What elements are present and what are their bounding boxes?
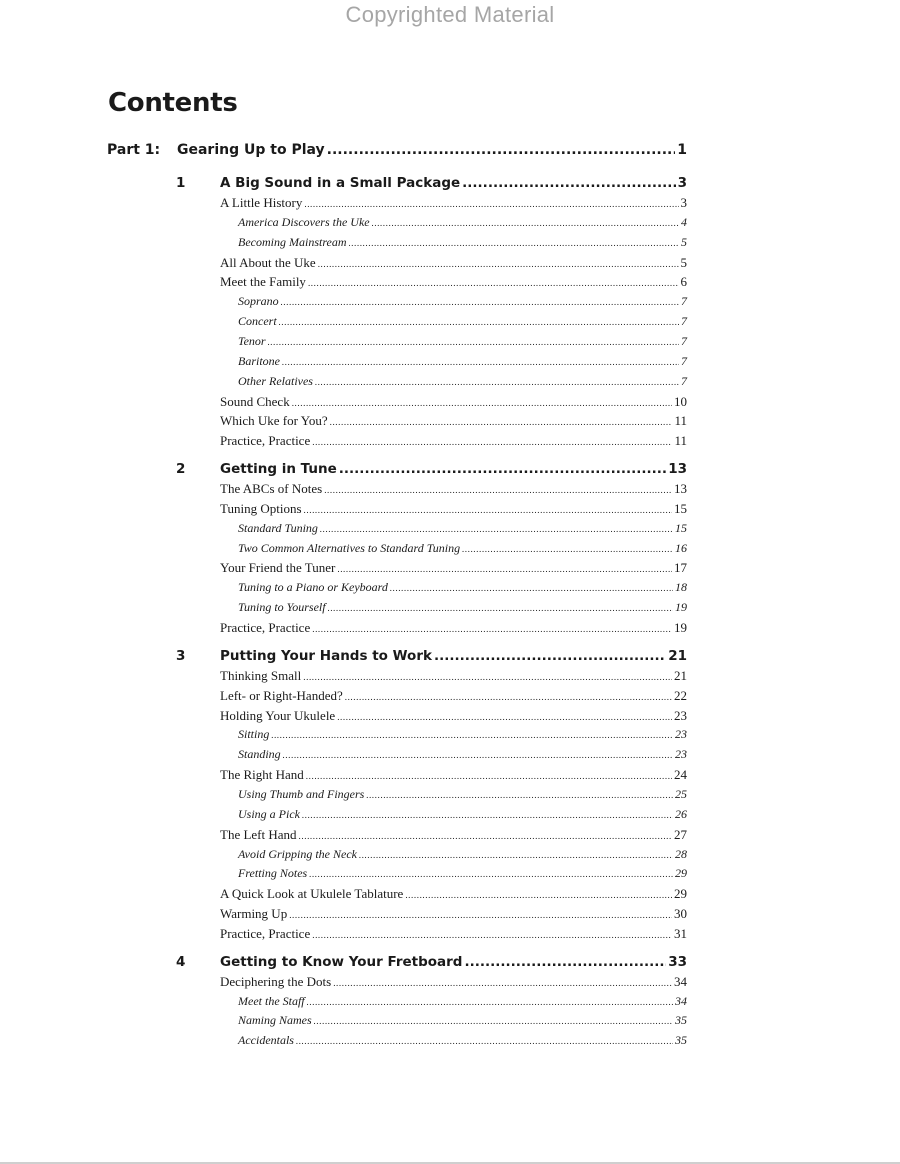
- entry-title: Using Thumb and Fingers: [238, 786, 365, 801]
- entry-page: 11: [674, 413, 687, 429]
- toc-subsection-row[interactable]: [238, 235, 687, 255]
- leader-dots: [315, 377, 679, 387]
- leader-dots: [304, 199, 678, 209]
- entry-page: 17: [674, 560, 687, 576]
- entry-title: Tuning Options: [220, 500, 302, 516]
- entry-page: 15: [674, 500, 687, 516]
- entry-page: 33: [668, 953, 687, 970]
- toc-subsection-row[interactable]: [238, 1033, 687, 1053]
- toc-section-row[interactable]: [220, 481, 687, 501]
- toc-section-row[interactable]: [220, 974, 687, 994]
- chapter-number: 4: [176, 953, 186, 970]
- entry-title: The Left Hand: [220, 826, 297, 842]
- leader-dots: [282, 357, 679, 367]
- toc-section-row[interactable]: [220, 394, 687, 414]
- leader-dots: [299, 831, 672, 841]
- entry-page: 11: [674, 433, 687, 449]
- leader-dots: [339, 461, 666, 477]
- toc-section-row[interactable]: [220, 668, 687, 688]
- leader-dots: [372, 218, 679, 228]
- entry-title: Practice, Practice: [220, 620, 311, 635]
- entry-title: The ABCs of Notes: [220, 481, 323, 497]
- entry-page: 25: [675, 786, 687, 801]
- entry-page: 18: [675, 580, 687, 595]
- entry-page: 34: [675, 993, 687, 1008]
- toc-section-row[interactable]: [220, 827, 687, 847]
- toc-subsection-row[interactable]: [238, 215, 687, 235]
- toc-subsection-row[interactable]: [238, 580, 687, 600]
- entry-page: 7: [681, 314, 687, 329]
- entry-title: Sitting: [238, 727, 270, 742]
- page-title: Contents: [108, 88, 238, 118]
- chapter-number: 2: [176, 461, 186, 478]
- leader-dots: [359, 850, 673, 860]
- toc-section-row[interactable]: [220, 926, 687, 946]
- toc-subsection-row[interactable]: [238, 727, 687, 747]
- toc-subsection-row[interactable]: [238, 807, 687, 827]
- toc-section-row[interactable]: [220, 906, 687, 926]
- toc-subsection-row[interactable]: [238, 747, 687, 767]
- leader-dots: [314, 1016, 673, 1026]
- entry-page: 7: [681, 373, 687, 388]
- leader-dots: [283, 750, 673, 760]
- entry-title: Meet the Family: [220, 274, 306, 290]
- leader-dots: [307, 997, 673, 1007]
- entry-title: Concert: [238, 314, 277, 329]
- entry-title: Getting in Tune: [220, 461, 337, 478]
- entry-page: 21: [674, 667, 687, 683]
- entry-title: A Quick Look at Ukulele Tablature: [220, 886, 404, 902]
- leader-dots: [349, 238, 679, 248]
- entry-page: 34: [674, 973, 687, 989]
- leader-dots: [462, 544, 673, 554]
- entry-page: 29: [675, 866, 687, 881]
- toc-subsection-row[interactable]: [238, 294, 687, 314]
- leader-dots: [337, 564, 672, 574]
- toc-chapter-row[interactable]: [176, 647, 687, 668]
- entry-title: Sound Check: [220, 393, 290, 409]
- entry-title: Fretting Notes: [238, 866, 308, 881]
- toc-chapter-row[interactable]: [176, 175, 687, 195]
- leader-dots: [337, 712, 672, 722]
- leader-dots: [304, 505, 672, 515]
- entry-title: Holding Your Ukulele: [220, 707, 336, 723]
- leader-dots: [289, 910, 672, 920]
- leader-dots: [308, 278, 679, 288]
- entry-page: 35: [675, 1033, 687, 1048]
- toc-subsection-row[interactable]: [238, 1013, 687, 1033]
- entry-page: 3: [677, 175, 687, 191]
- leader-dots: [309, 869, 673, 879]
- leader-dots: [462, 175, 675, 191]
- entry-title: Two Common Alternatives to Standard Tuning: [238, 540, 461, 555]
- entry-page: 15: [675, 520, 687, 535]
- leader-dots: [345, 692, 672, 702]
- entry-page: 35: [675, 1013, 687, 1028]
- leader-dots: [303, 672, 672, 682]
- toc-chapter-row[interactable]: [176, 953, 687, 974]
- entry-title: Practice, Practice: [220, 925, 311, 941]
- entry-title: America Discovers the Uke: [238, 214, 370, 229]
- entry-title: Your Friend the Tuner: [220, 560, 336, 576]
- entry-page: 23: [675, 747, 687, 762]
- entry-page: 5: [680, 254, 687, 270]
- watermark: Copyrighted Material: [345, 2, 555, 27]
- entry-title: Getting to Know Your Fretboard: [220, 953, 463, 970]
- entry-page: 22: [674, 687, 687, 703]
- leader-dots: [268, 337, 679, 347]
- leader-dots: [390, 583, 673, 593]
- leader-dots: [330, 417, 673, 427]
- leader-dots: [320, 524, 673, 534]
- entry-title: Tuning to a Piano or Keyboard: [238, 580, 388, 595]
- toc-subsection-row[interactable]: [238, 334, 687, 354]
- entry-page: 19: [674, 620, 687, 635]
- leader-dots: [279, 317, 679, 327]
- leader-dots: [292, 398, 672, 408]
- entry-page: 23: [674, 707, 687, 723]
- toc-section-row[interactable]: [220, 708, 687, 728]
- leader-dots: [271, 730, 673, 740]
- entry-title: Practice, Practice: [220, 433, 311, 449]
- leader-dots: [366, 790, 673, 800]
- entry-page: 30: [674, 906, 687, 922]
- entry-page: 7: [681, 333, 687, 348]
- entry-title: Left- or Right-Handed?: [220, 687, 343, 703]
- part-label: Part 1:: [107, 142, 161, 158]
- entry-page: 13: [674, 481, 687, 497]
- entry-title: Soprano: [238, 294, 279, 309]
- entry-title: Putting Your Hands to Work: [220, 647, 432, 664]
- entry-page: 31: [674, 925, 687, 941]
- leader-dots: [318, 259, 679, 269]
- chapter-number: 3: [176, 647, 186, 664]
- leader-dots: [306, 771, 672, 781]
- toc-chapter-row[interactable]: [176, 461, 687, 481]
- leader-dots: [296, 1036, 673, 1046]
- toc-section-row[interactable]: [220, 688, 687, 708]
- entry-page: 5: [681, 234, 687, 249]
- leader-dots: [327, 142, 676, 158]
- leader-dots: [302, 810, 673, 820]
- entry-title: Avoid Gripping the Neck: [238, 846, 357, 861]
- entry-title: Meet the Staff: [238, 993, 305, 1008]
- toc-section-row[interactable]: [220, 620, 687, 640]
- toc-section-row[interactable]: [220, 255, 687, 275]
- toc-section-row[interactable]: [220, 560, 687, 580]
- toc-subsection-row[interactable]: [238, 521, 687, 541]
- toc-subsection-row[interactable]: [238, 994, 687, 1014]
- entry-page: 7: [681, 294, 687, 309]
- toc-subsection-row[interactable]: [238, 314, 687, 334]
- leader-dots: [333, 978, 672, 988]
- entry-title: The Right Hand: [220, 767, 304, 783]
- entry-page: 3: [680, 195, 687, 210]
- entry-title: Standing: [238, 747, 281, 762]
- toc-section-row[interactable]: [220, 413, 687, 433]
- entry-page: 26: [675, 806, 687, 821]
- leader-dots: [405, 890, 672, 900]
- entry-page: 23: [675, 727, 687, 742]
- entry-page: 16: [675, 540, 687, 555]
- toc-subsection-row[interactable]: [238, 600, 687, 620]
- toc-section-row[interactable]: [220, 274, 687, 294]
- entry-page: 21: [668, 647, 687, 664]
- entry-title: Naming Names: [238, 1013, 312, 1028]
- leader-dots: [464, 954, 666, 970]
- part-page: 1: [677, 142, 687, 158]
- entry-page: 19: [675, 600, 687, 615]
- leader-dots: [434, 648, 666, 664]
- entry-title: Accidentals: [238, 1033, 294, 1048]
- entry-page: 27: [674, 826, 687, 842]
- entry-title: All About the Uke: [220, 254, 316, 270]
- entry-title: Warming Up: [220, 906, 288, 922]
- entry-page: 24: [674, 767, 687, 783]
- toc-section-row[interactable]: [220, 195, 687, 215]
- entry-title: Tuning to Yourself: [238, 600, 326, 615]
- toc-subsection-row[interactable]: [238, 354, 687, 374]
- entry-title: Standard Tuning: [238, 520, 318, 535]
- leader-dots: [312, 930, 672, 940]
- entry-title: Using a Pick: [238, 806, 300, 821]
- toc-subsection-row[interactable]: [238, 787, 687, 807]
- entry-page: 4: [681, 214, 687, 229]
- toc-section-row[interactable]: [220, 501, 687, 521]
- entry-page: 13: [668, 461, 687, 478]
- part-heading: [107, 142, 687, 158]
- entry-title: Which Uke for You?: [220, 413, 328, 429]
- leader-dots: [312, 624, 672, 634]
- entry-title: Deciphering the Dots: [220, 973, 332, 989]
- chapter-number: 1: [176, 175, 186, 191]
- toc-subsection-row[interactable]: [238, 866, 687, 886]
- leader-dots: [281, 297, 679, 307]
- entry-page: 29: [674, 886, 687, 902]
- toc-section-row[interactable]: [220, 433, 687, 453]
- leader-dots: [312, 437, 672, 447]
- toc-subsection-row[interactable]: [238, 847, 687, 867]
- leader-dots: [324, 485, 672, 495]
- entry-title: Baritone: [238, 353, 280, 368]
- toc-subsection-row[interactable]: [238, 374, 687, 394]
- entry-title: Other Relatives: [238, 373, 313, 388]
- entry-title: Tenor: [238, 333, 266, 348]
- entry-page: 10: [674, 393, 687, 409]
- leader-dots: [328, 603, 673, 613]
- entry-page: 6: [680, 274, 687, 290]
- entry-title: A Big Sound in a Small Package: [220, 175, 461, 191]
- toc-subsection-row[interactable]: [238, 541, 687, 561]
- part-title: Gearing Up to Play: [177, 142, 325, 158]
- toc-section-row[interactable]: [220, 886, 687, 906]
- entry-page: 28: [675, 846, 687, 861]
- entry-title: Becoming Mainstream: [238, 234, 347, 249]
- entry-page: 7: [681, 353, 687, 368]
- entry-title: Thinking Small: [220, 667, 302, 683]
- toc-section-row[interactable]: [220, 767, 687, 787]
- entry-title: A Little History: [220, 195, 303, 210]
